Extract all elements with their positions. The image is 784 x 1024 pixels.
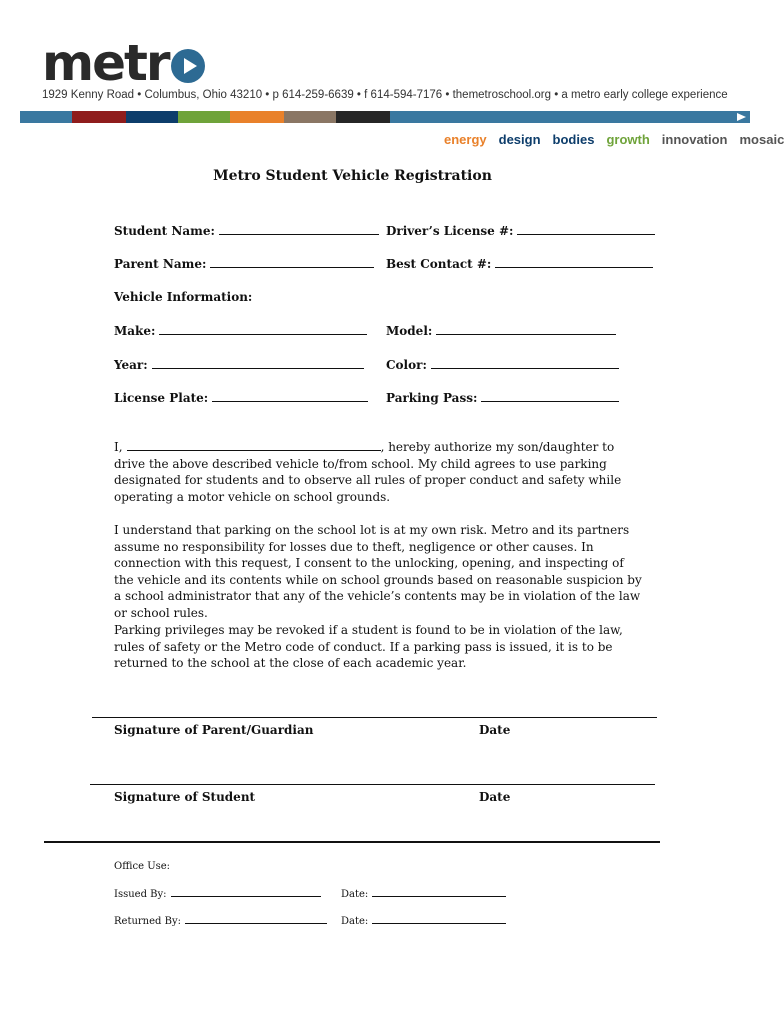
color-line[interactable] (431, 357, 619, 369)
auth-prefix: I, (114, 440, 123, 454)
color-segment (20, 111, 72, 123)
metro-logo (42, 34, 205, 92)
student-signature-label: Signature of Student (114, 790, 256, 804)
returned-date-field[interactable] (341, 915, 506, 927)
authorization-paragraph (114, 439, 644, 505)
model-line[interactable] (436, 323, 616, 335)
program-energy: energy (444, 132, 487, 147)
year-label: Year: (114, 358, 148, 372)
color-segment (284, 111, 336, 123)
returned-date-line[interactable] (372, 915, 506, 924)
issued-by-line[interactable] (171, 888, 321, 897)
issued-by-field[interactable] (114, 888, 321, 900)
arrow-icon (737, 113, 746, 121)
program-list (444, 132, 784, 147)
student-date-label: Date (479, 790, 511, 804)
program-bodies: bodies (552, 132, 595, 147)
make-field[interactable] (114, 323, 367, 338)
parent-name-label: Parent Name: (114, 257, 207, 271)
parent-signature-label: Signature of Parent/Guardian (114, 723, 314, 737)
best-contact-field[interactable] (386, 256, 653, 271)
logo-text: metr (42, 34, 169, 92)
auth-text: , hereby authorize my son/daughter to drive the above described vehicle to/from school. My child agrees to use parking designated for students and to observe all rules of proper conduct and safety while operating a motor vehicle on school grounds. (114, 440, 622, 504)
program-design: design (498, 132, 541, 147)
color-segment (336, 111, 390, 123)
student-name-line[interactable] (219, 223, 379, 235)
form-title: Metro Student Vehicle Registration (213, 168, 492, 184)
best-contact-line[interactable] (495, 256, 653, 268)
vehicle-info-heading: Vehicle Information: (114, 290, 253, 304)
color-segment (72, 111, 126, 123)
student-name-label: Student Name: (114, 224, 215, 238)
best-contact-label: Best Contact #: (386, 257, 492, 271)
drivers-license-line[interactable] (517, 223, 655, 235)
color-field[interactable] (386, 357, 619, 372)
authorizer-name-line[interactable] (127, 440, 381, 451)
program-growth: growth (606, 132, 650, 147)
issued-by-label: Issued By: (114, 889, 167, 900)
color-segment (390, 111, 750, 123)
year-line[interactable] (152, 357, 364, 369)
color-segment (178, 111, 230, 123)
color-label: Color: (386, 358, 427, 372)
drivers-license-field[interactable] (386, 223, 655, 238)
issued-date-field[interactable] (341, 888, 506, 900)
parent-date-label: Date (479, 723, 511, 737)
color-segment (230, 111, 284, 123)
returned-by-field[interactable] (114, 915, 327, 927)
license-plate-label: License Plate: (114, 391, 209, 405)
make-label: Make: (114, 324, 156, 338)
school-address: 1929 Kenny Road • Columbus, Ohio 43210 • p 614-259-6639 • f 614-594-7176 • themetroschool.org • a metro early college experience (42, 89, 728, 101)
play-icon (171, 49, 205, 83)
issued-date-label: Date: (341, 889, 369, 900)
license-plate-line[interactable] (212, 390, 368, 402)
drivers-license-label: Driver’s License #: (386, 224, 514, 238)
issued-date-line[interactable] (372, 888, 506, 897)
student-name-field[interactable] (114, 223, 379, 238)
office-divider (44, 841, 660, 843)
year-field[interactable] (114, 357, 364, 372)
parking-pass-line[interactable] (481, 390, 619, 402)
color-bar (20, 111, 750, 123)
student-signature-line[interactable] (90, 784, 655, 785)
parking-pass-field[interactable] (386, 390, 619, 405)
parent-name-field[interactable] (114, 256, 374, 271)
parking-pass-label: Parking Pass: (386, 391, 478, 405)
program-innovation: innovation (661, 132, 728, 147)
risk-paragraph (114, 522, 644, 621)
model-field[interactable] (386, 323, 616, 338)
make-line[interactable] (159, 323, 367, 335)
color-segment (126, 111, 178, 123)
returned-by-label: Returned By: (114, 916, 181, 927)
model-label: Model: (386, 324, 433, 338)
risk-text: I understand that parking on the school lot is at my own risk. Metro and its partners assume no responsibility for losses due to theft, negligence or other causes. In connection with this request, I consent to the unlocking, opening, and inspecting of the vehicle and its contents while on school grounds based on reasonable suspicion by a school administrator that any of the vehicle’s contents may be in violation of the law or school rules. (114, 523, 642, 620)
parent-signature-line[interactable] (92, 717, 657, 718)
revoke-text: Parking privileges may be revoked if a student is found to be in violation of the law, rules of safety or the Metro code of conduct. If a parking pass is issued, it is to be returned to the school at the close of each academic year. (114, 623, 623, 670)
office-use-title: Office Use: (114, 861, 171, 872)
returned-date-label: Date: (341, 916, 369, 927)
revoke-paragraph (114, 622, 644, 672)
parent-name-line[interactable] (210, 256, 374, 268)
license-plate-field[interactable] (114, 390, 368, 405)
returned-by-line[interactable] (185, 915, 327, 924)
program-mosaic: mosaic (739, 132, 784, 147)
